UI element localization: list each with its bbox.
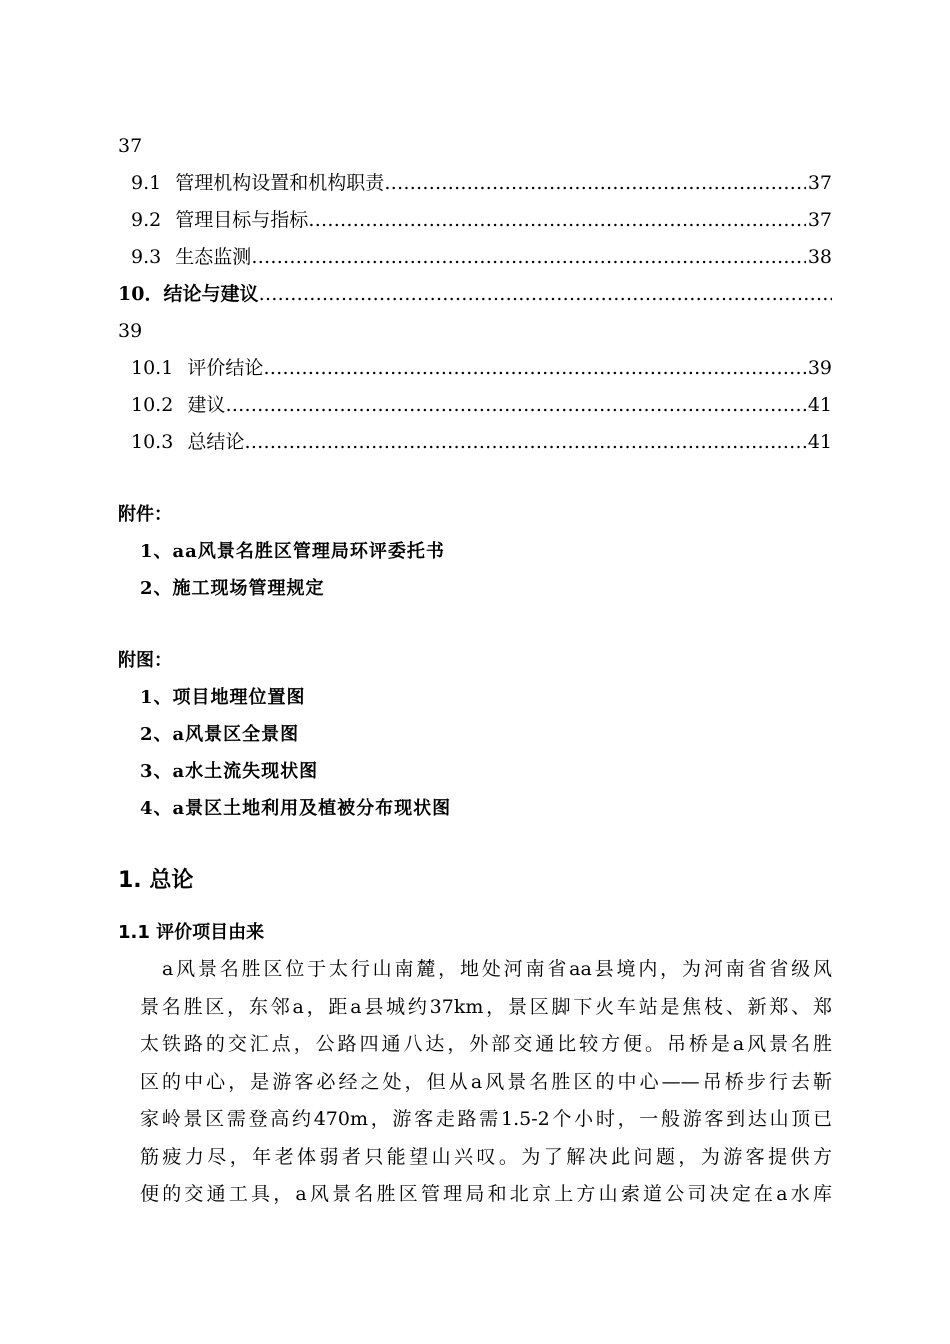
figure-item[interactable]: 4、a景区土地利用及植被分布现状图	[140, 798, 452, 819]
toc-leader-dots	[308, 202, 806, 239]
toc-chapter-10-page: 39	[118, 320, 143, 342]
spacer	[118, 461, 832, 497]
body-paragraph	[118, 951, 832, 1214]
toc-chapter-number: 10．	[118, 283, 164, 305]
figure-item[interactable]: 3、a水土流失现状图	[140, 761, 319, 782]
toc-leader-dots	[225, 387, 805, 424]
toc-entry-10-3[interactable]	[118, 424, 832, 461]
toc-entry-9-3[interactable]	[118, 239, 832, 276]
document-page	[118, 128, 832, 1214]
paragraph-line: 景名胜区，东邻a，距a县城约37km，景区脚下火车站是焦枝、新郑、郑	[140, 995, 832, 1018]
toc-leader-dots	[258, 276, 832, 313]
toc-entry-page: 37	[807, 209, 832, 231]
attachments-heading: 附件：	[118, 504, 172, 525]
toc-leader-dots	[251, 239, 806, 276]
toc-entry-number: 9.3	[131, 246, 162, 268]
toc-entry-page: 41	[807, 431, 832, 453]
paragraph-line: 太铁路的交汇点，公路四通八达，外部交通比较方便。吊桥是a风景名胜	[140, 1033, 832, 1055]
figures-heading: 附图：	[118, 650, 172, 671]
toc-chapter-title: 结论与建议	[163, 283, 259, 305]
section-1-1-title: 1.1 评价项目由来	[118, 922, 265, 943]
toc-leader-dots	[263, 350, 805, 387]
toc-entry-page: 39	[807, 357, 832, 379]
toc-entry-number: 10.3	[131, 431, 174, 453]
toc-leader-dots	[384, 165, 806, 202]
toc-entry-title: 建议	[187, 394, 226, 416]
toc-entry-page: 37	[807, 172, 832, 194]
attachment-item[interactable]: 2、施工现场管理规定	[140, 578, 325, 599]
toc-entry-number: 9.1	[131, 172, 162, 194]
toc-entry-10-1[interactable]	[118, 350, 832, 387]
toc-entry-number: 10.1	[131, 357, 174, 379]
toc-entry-page: 38	[807, 246, 832, 268]
spacer	[118, 607, 832, 643]
paragraph-line: 区的中心，是游客必经之处，但从a风景名胜区的中心——吊桥步行去靳	[140, 1070, 832, 1093]
toc-entry-9-1[interactable]	[118, 165, 832, 202]
toc-entry-9-2[interactable]	[118, 202, 832, 239]
toc-entry-title: 总结论	[187, 431, 245, 453]
toc-entry-number: 9.2	[131, 209, 162, 231]
paragraph-line: 便的交通工具，a风景名胜区管理局和北京上方山索道公司决定在a水库	[140, 1183, 832, 1205]
figure-item[interactable]: 2、a风景区全景图	[140, 724, 300, 745]
spacer	[118, 827, 832, 861]
toc-entry-title: 管理目标与指标	[175, 209, 309, 231]
toc-entry-title: 评价结论	[187, 357, 264, 379]
toc-leader-dots	[244, 424, 805, 461]
toc-entry-number: 10.2	[131, 394, 174, 416]
toc-entry-chapter-10[interactable]	[118, 276, 832, 313]
toc-entry-title: 生态监测	[175, 246, 252, 268]
paragraph-line: a风景名胜区位于太行山南麓，地处河南省aa县境内，为河南省省级风	[162, 958, 832, 980]
toc-carry-page-number: 37	[118, 135, 143, 157]
figure-item[interactable]: 1、项目地理位置图	[140, 687, 306, 708]
paragraph-line: 筋疲力尽，年老体弱者只能望山兴叹。为了解决此问题，为游客提供方	[140, 1145, 832, 1168]
toc-entry-page: 41	[807, 394, 832, 416]
attachment-item[interactable]: 1、aa风景名胜区管理局环评委托书	[140, 541, 445, 562]
paragraph-line: 家岭景区需登高约470m，游客走路需1.5-2个小时，一般游客到达山顶已	[140, 1108, 832, 1130]
chapter-1-title: 1. 总论	[118, 868, 194, 893]
toc-entry-10-2[interactable]	[118, 387, 832, 424]
toc-entry-title: 管理机构设置和机构职责	[175, 172, 385, 194]
